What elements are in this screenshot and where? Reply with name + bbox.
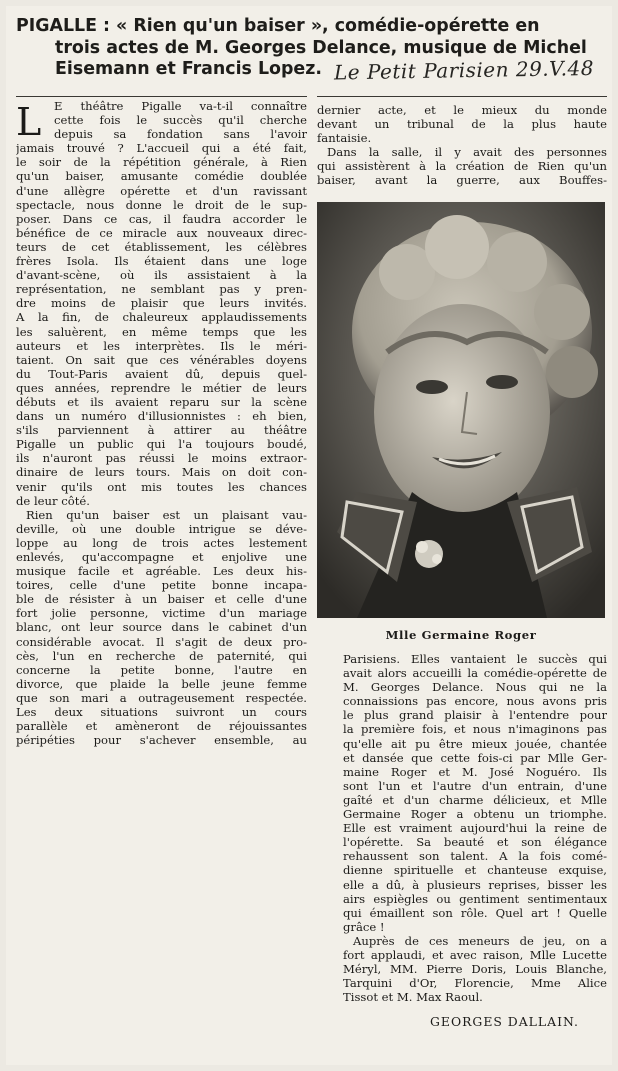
column-right-bottom-line: Méryl, MM. Pierre Doris, Louis Blanche, [343,962,607,977]
column-right-top-line: fantaisie. [317,131,372,146]
column-right-bottom-line: qui émaillent son rôle. Quel art ! Quelle [343,905,607,920]
column-left-line: Rien qu'un baiser est un plaisant vau- [26,507,307,522]
column-left-line: deville, où une double intrigue se déve- [16,521,307,536]
column-left-line: auteurs et les interprètes. Ils le méri- [16,338,307,353]
column-left-line: les saluèrent, en même temps que les [16,324,307,339]
column-right-bottom-line: Auprès de ces meneurs de jeu, on a [353,933,607,948]
column-left-line: considérable avocat. Il s'agit de deux pro- [16,634,307,649]
column-left-line: d'une allègre opérette et d'un ravissant [16,183,307,198]
column-left-line: de leur côté. [16,493,90,508]
column-left-line: spectacle, nous donne le droit de le sup- [16,197,307,212]
column-right-bottom-line: avait alors accueilli la comédie-opérette de [343,666,607,681]
headline-line-3: Eisemann et Francis Lopez. [55,59,322,79]
column-right-bottom-line: airs espiègles ou gentiment sentimentaux [343,891,607,906]
column-left-line: parallèle et amèneront de réjouissantes [16,719,307,734]
column-right-bottom-line: Parisiens. Elles vantaient le succès qui [343,652,607,666]
column-right-bottom-line: le plus grand plaisir à l'entendre pour [343,708,607,723]
column-right-top-line: qui assistèrent à la création de Rien qu'un [317,159,607,174]
column-right-bottom-line: Tarquini d'Or, Florencie, Mme Alice [343,976,607,991]
column-left-line: enlevés, qu'accompagne et enjolive une [16,550,307,564]
handwritten-source-note: Le Petit Parisien 29.V.48 [333,55,595,85]
column-right-bottom-line: Tissot et M. Max Raoul. [343,990,483,1005]
article-column-right-top [317,103,607,188]
column-left-line: péripéties pour s'achever ensemble, au [16,733,307,748]
column-left-line: jamais trouvé ? L'accueil qui a été fait, [16,141,307,156]
column-left-line: frères Isola. Ils étaient dans une loge [16,254,307,269]
column-right-bottom-line: connaissions pas encore, nous avons pris [343,694,607,709]
column-left-line: venir qu'ils ont mis toutes les chances [16,479,307,494]
column-left-line: du Tout-Paris avaient dû, depuis quel- [16,366,307,381]
column-left-line: concerne la petite bonne, l'autre en [16,662,307,677]
column-right-top-line: Dans la salle, il y avait des personnes [327,145,607,160]
column-left-line: taient. On sait que ces vénérables doyens [16,352,307,367]
column-left-line: bénéfice de ce miracle aux nouveaux direc- [16,225,307,240]
column-right-bottom-line: elle a dû, à plusieurs reprises, bisser les [343,877,607,892]
portrait-photo [317,202,605,618]
column-left-line: musique facile et agréable. Les deux his- [16,564,307,579]
author-signature: GEORGES DALLAIN. [430,1014,579,1029]
column-left-line: cette fois le succès qu'il cherche [54,113,307,128]
column-left-line: poser. Dans ce cas, il faudra accorder le [16,211,307,226]
column-left-line: dre moins de plaisir que leurs invités. [16,296,307,311]
column-left-line: le soir de la répétition générale, à Rien [16,155,307,170]
column-right-bottom-line: rehaussent son talent. A la fois comé- [343,849,607,864]
column-left-line: blanc, ont leur source dans le cabinet d'un [16,620,307,635]
column-right-bottom-line: maine Roger et M. José Noguéro. Ils [343,764,607,779]
column-right-bottom-line: fort applaudi, et avec raison, Mlle Lucette [343,947,607,962]
column-left-line: débuts et ils avaient reparu sur la scène [16,394,307,409]
column-left-line: teurs de cet établissement, les célèbres [16,239,307,254]
column-right-bottom-line: l'opérette. Sa beauté et son élégance [343,835,607,850]
column-left-line: ble de résister à un baiser et celle d'une [16,592,307,607]
column-left-line: dinaire de leurs tours. Mais on doit con- [16,465,307,480]
column-left-line: depuis sa fondation sans l'avoir [54,127,307,142]
column-right-top-line: devant un tribunal de la plus haute [317,117,607,132]
column-right-bottom-line: grâce ! [343,919,385,934]
column-left-line: toires, celle d'une petite bonne incapa- [16,578,307,593]
column-left-line: E théâtre Pigalle va-t-il connaître [54,99,307,113]
column-right-bottom-line: la première fois, et nous n'imaginons pas [343,722,607,737]
drop-cap: L [16,100,42,144]
column-left-line: fort jolie personne, victime d'un mariage [16,606,307,621]
article-column-left [16,99,307,747]
portrait-illustration [317,202,605,618]
column-left-line: qu'un baiser, amusante comédie doublée [16,169,307,184]
photo-caption: Mlle Germaine Roger [385,628,537,642]
header-rule-right [317,96,607,97]
column-left-line: d'avant-scène, où ils assistaient à la [16,268,307,283]
column-right-bottom-line: et dansée que cette fois-ci par Mlle Ger- [343,750,607,765]
column-left-line: loppe au long de trois actes lestement [16,535,307,550]
column-left-line: divorce, que plaide la belle jeune femme [16,676,307,691]
column-right-bottom-line: M. Georges Delance. Nous qui ne la [343,680,607,695]
header-rule-left [16,96,307,97]
column-left-line: s'ils parviennent à attirer au théâtre [16,423,307,438]
column-right-bottom-line: dienne spirituelle et chanteuse exquise, [343,863,607,878]
column-left-line: Pigalle un public qui l'a toujours boudé, [16,437,307,452]
headline-line-1: PIGALLE : « Rien qu'un baiser », comédie-opérette en [16,16,540,36]
column-left-line: ques années, reprendre le métier de leurs [16,380,307,395]
column-left-line: dans un numéro d'illusionnistes : eh bien, [16,409,307,424]
column-right-top-line: baiser, avant la guerre, aux Bouffes- [317,173,607,188]
headline-line-2: trois actes de M. Georges Delance, musique de Michel [55,37,587,58]
column-right-top-line: dernier acte, et le mieux du monde [317,103,607,117]
column-left-line: A la fin, de chaleureux applaudissements [16,310,307,325]
column-right-bottom-line: Elle est vraiment aujourd'hui la reine de [343,821,607,836]
column-left-line: représentation, ne semblant pas y pren- [16,282,307,297]
article-column-right-bottom [343,652,607,1004]
column-right-bottom-line: qu'elle ait pu être mieux jouée, chantée [343,736,607,751]
column-right-bottom-line: sont l'un et l'autre d'un entrain, d'une [343,778,607,793]
column-right-bottom-line: gaîté et d'un charme délicieux, et Mlle [343,792,607,807]
column-right-bottom-line: Germaine Roger a obtenu un triomphe. [343,807,607,822]
column-left-line: Les deux situations suivront un cours [16,705,307,720]
column-left-line: ils n'auront pas réussi le moins extraor- [16,451,307,466]
column-left-line: cès, l'un en recherche de paternité, qui [16,648,307,663]
column-left-line: que son mari a outrageusement respectée. [16,690,307,705]
